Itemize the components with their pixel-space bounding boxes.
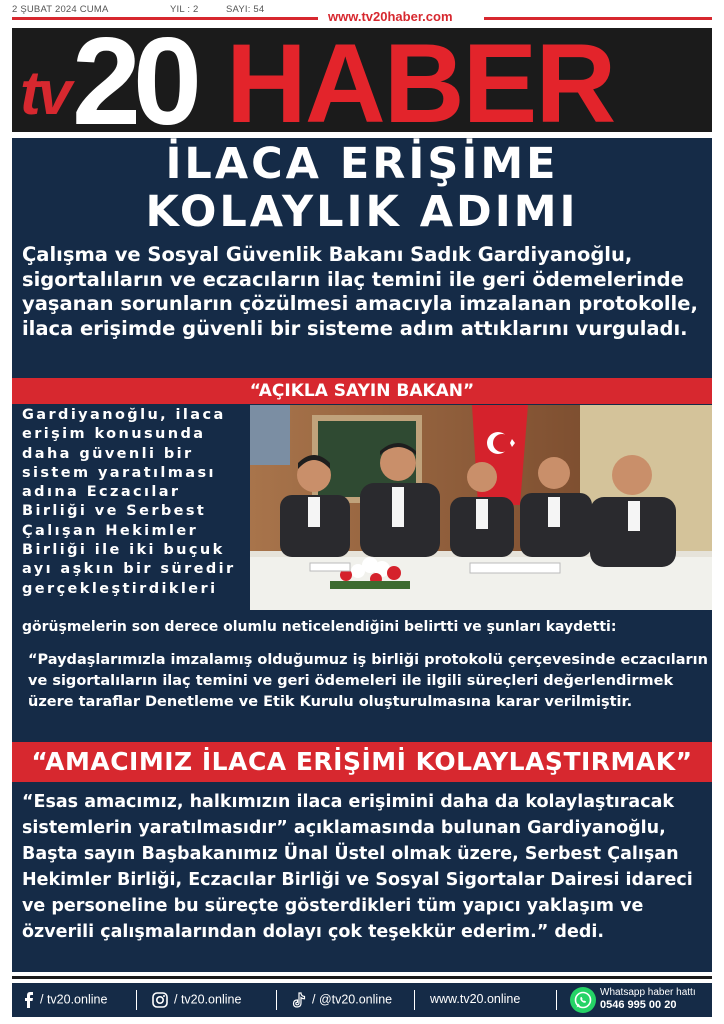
footer-tiktok[interactable] [292, 992, 392, 1008]
top-rule-left [12, 17, 318, 20]
footer-separator [414, 990, 415, 1010]
whatsapp-glyph [570, 987, 596, 1013]
lead-paragraph: Çalışma ve Sosyal Güvenlik Bakanı Sadık Gardiyanoğlu, sigortalıların ve eczacıların ilaç temini ile geri ödemelerinde yaşanan sorunların çözülmesi amacıyla imzalanan protokolle, ilaca erişimde güvenli bir sisteme adım attıklarını vurguladı. [22, 243, 698, 340]
masthead [12, 28, 712, 132]
column-line: sistem yaratılması [22, 464, 216, 481]
logo-haber: HABER [226, 28, 615, 132]
footer-instagram[interactable] [152, 992, 241, 1008]
headline-line-2: KOLAYLIK ADIMI [145, 187, 579, 237]
footer-separator [276, 990, 277, 1010]
column-line: Birliği ile iki buçuk [22, 542, 225, 559]
tiktok-handle: / @tv20.online [312, 992, 393, 1007]
instagram-icon [152, 992, 168, 1008]
column-line: erişim konusunda [22, 426, 206, 443]
site-url[interactable]: www.tv20haber.com [328, 9, 453, 24]
logo-tv: tv [20, 59, 70, 128]
column-line: Birliği ve Serbest [22, 503, 207, 520]
footer-bar [12, 983, 712, 1017]
section-2-body: “Esas amacımız, halkımızın ilaca erişimini daha da kolaylaştıracak sistemlerin yaratılmasıdır” açıklamasında bulunan Gardiyanoğlu, Başta sayın Başbakanımız Ünal Üstel olmak üzere, Serbest Çalışan Hekimler Birliği, Eczacılar Birliği ve Sosyal Sigortalar Dairesi idareci ve personeline bu süreçte gösterdikleri tüm yapıcı yaklaşım ve özverili çalışmalarından dolayı çok teşekkür ederim.” dedi. [22, 792, 693, 942]
section-2-title: “AMACIMIZ İLACA ERİŞİMİ KOLAYLAŞTIRMAK” [12, 742, 712, 782]
signing-ceremony-photo [250, 405, 712, 610]
top-rule-right [484, 17, 712, 20]
section-1-title: “AÇIKLA SAYIN BAKAN” [12, 378, 712, 404]
footer-separator [556, 990, 557, 1010]
issue-year: YIL : 2 [170, 4, 199, 15]
photo-illustration [250, 405, 712, 610]
section-1-column-text [22, 406, 244, 599]
footer-separator [136, 990, 137, 1010]
facebook-icon [22, 992, 34, 1008]
instagram-handle: / tv20.online [174, 992, 242, 1007]
section-1-continuation: görüşmelerin son derece olumlu neticelendiğini belirtti ve şunları kaydetti: [22, 619, 617, 635]
whatsapp-info [600, 986, 696, 1012]
column-line: Çalışan Hekimler [22, 522, 199, 539]
facebook-handle: / tv20.online [40, 992, 108, 1007]
issue-date: 2 ŞUBAT 2024 CUMA [12, 4, 109, 15]
column-line: daha güvenli bir [22, 445, 194, 462]
column-line: adına Eczacılar [22, 484, 181, 501]
headline-line-1: İLACA ERİŞİME [165, 139, 559, 189]
tiktok-icon [292, 992, 306, 1008]
bottom-rule [12, 976, 712, 979]
headline [12, 140, 712, 236]
logo-20: 20 [72, 28, 194, 132]
whatsapp-label: Whatsapp haber hattı [600, 987, 696, 998]
column-line: ayı aşkın bir süredir [22, 561, 236, 578]
footer-website[interactable]: www.tv20.online [430, 992, 521, 1006]
column-line: Gardiyanoğlu, ilaca [22, 407, 226, 423]
whatsapp-number[interactable]: 0546 995 00 20 [600, 999, 677, 1011]
footer-facebook[interactable] [22, 992, 107, 1008]
whatsapp-icon[interactable] [570, 987, 596, 1013]
issue-number: SAYI: 54 [226, 4, 265, 15]
section-1-quote: “Paydaşlarımızla imzalamış olduğumuz iş birliği protokolü çerçevesinde eczacıların ve sigortalıların ilaç temini ve geri ödemeleri ile ilgili süreçleri değerlendirmek üzere taraflar Denetleme ve Etik Kurulu oluşturulmasına karar verilmiştir. [28, 652, 708, 710]
column-line: gerçekleştirdikleri [22, 580, 218, 597]
top-meta-bar [0, 0, 724, 28]
